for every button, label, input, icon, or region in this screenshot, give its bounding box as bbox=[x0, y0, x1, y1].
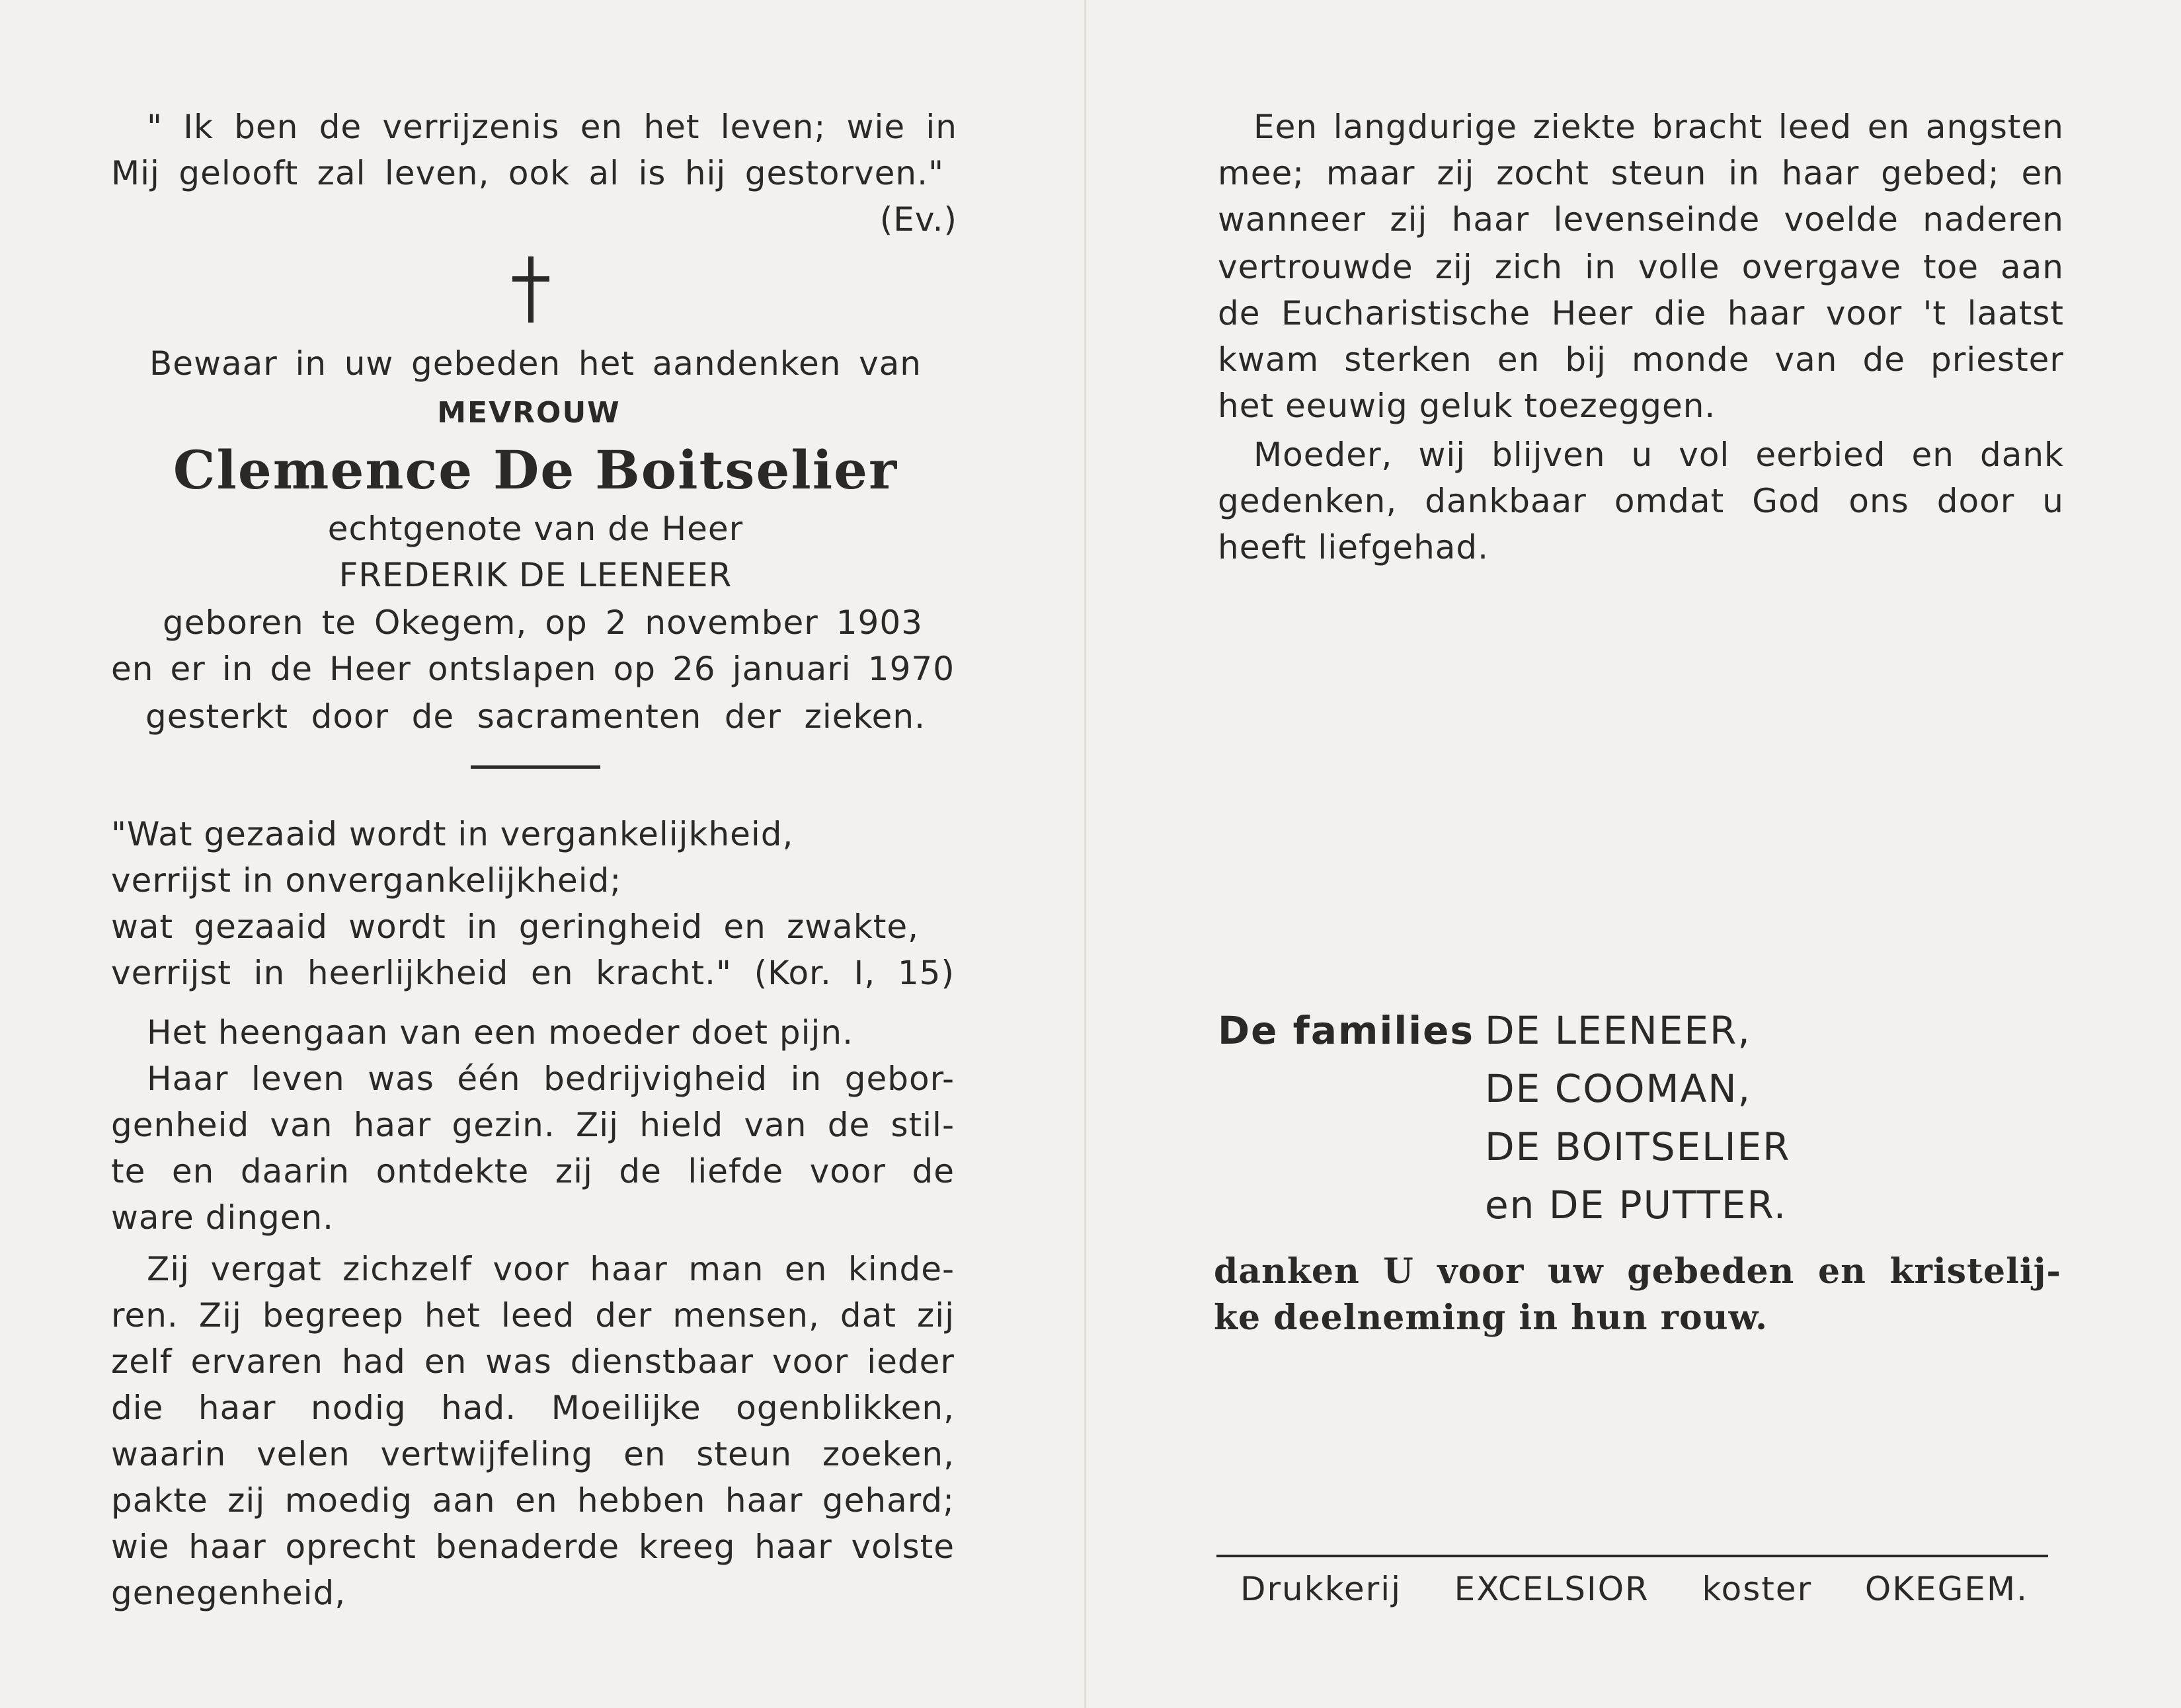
text-line: ren. Zij begreep het leed der mensen, dat zij bbox=[111, 1296, 955, 1335]
quote-line-1: " Ik ben de verrijzenis en het leven; wie in bbox=[147, 108, 957, 146]
text-line: Haar leven was één bedrijvigheid in gebor- bbox=[147, 1060, 955, 1098]
card-fold bbox=[1084, 0, 1086, 1708]
text-line: te en daarin ontdekte zij de liefde voor de bbox=[111, 1152, 955, 1190]
spouse-name: FREDERIK DE LEENEER bbox=[338, 556, 733, 594]
deceased-name: Clemence De Boitselier bbox=[173, 439, 898, 501]
text-line: Zij vergat zichzelf voor haar man en kinde- bbox=[147, 1250, 955, 1288]
separator bbox=[471, 765, 600, 769]
quote-line-2: Mij gelooft zal leven, ook al is hij gestorven." bbox=[111, 154, 944, 192]
family-name: DE COOMAN, bbox=[1485, 1066, 1752, 1111]
bible-quote-line: wat gezaaid wordt in geringheid en zwakte, bbox=[111, 908, 919, 946]
text-line: waarin velen vertwijfeling en steun zoeken, bbox=[111, 1435, 955, 1473]
families-label: De families bbox=[1218, 1008, 1474, 1053]
text-line: wanneer zij haar levenseinde voelde naderen bbox=[1218, 200, 2064, 239]
spouse-intro: echtgenote van de Heer bbox=[327, 510, 744, 548]
sacraments-line: gesterkt door de sacramenten der zieken. bbox=[145, 697, 926, 736]
printer-credit: Drukkerij EXCELSIOR koster OKEGEM. bbox=[1240, 1570, 2028, 1608]
text-line: pakte zij moedig aan en hebben haar gehard; bbox=[111, 1481, 955, 1520]
cross-icon bbox=[512, 256, 549, 323]
thanks-line: danken U voor uw gebeden en kristelij- bbox=[1214, 1251, 2061, 1292]
family-name: en DE PUTTER. bbox=[1485, 1183, 1788, 1227]
thanks-line: ke deelneming in hun rouw. bbox=[1214, 1298, 1768, 1338]
text-line: Het heengaan van een moeder doet pijn. bbox=[147, 1013, 853, 1052]
text-line: het eeuwig geluk toezeggen. bbox=[1218, 387, 1716, 425]
death-line: en er in de Heer ontslapen op 26 januari 1970 bbox=[111, 650, 955, 688]
bible-quote-line: verrijst in onvergankelijkheid; bbox=[111, 861, 622, 900]
family-name: DE BOITSELIER bbox=[1485, 1124, 1791, 1169]
text-line: zelf ervaren had en was dienstbaar voor ieder bbox=[111, 1342, 955, 1381]
text-line: de Eucharistische Heer die haar voor 't laatst bbox=[1218, 294, 2064, 332]
text-line: Moeder, wij blijven u vol eerbied en dank bbox=[1253, 436, 2064, 474]
text-line: vertrouwde zij zich in volle overgave toe aan bbox=[1218, 248, 2064, 286]
bible-quote-line: verrijst in heerlijkheid en kracht." (Kor. I, 15) bbox=[111, 954, 955, 992]
intro-line: Bewaar in uw gebeden het aandenken van bbox=[149, 344, 922, 383]
text-line: heeft liefgehad. bbox=[1218, 528, 1489, 566]
quote-source: (Ev.) bbox=[879, 200, 957, 239]
family-name: DE LEENEER, bbox=[1485, 1008, 1751, 1053]
birth-line: geboren te Okegem, op 2 november 1903 bbox=[163, 603, 923, 642]
text-line: kwam sterken en bij monde van de priester bbox=[1218, 340, 2064, 379]
honorific: MEVROUW bbox=[437, 396, 621, 430]
footer-rule bbox=[1216, 1555, 2048, 1557]
text-line: wie haar oprecht benaderde kreeg haar volste bbox=[111, 1528, 955, 1566]
text-line: mee; maar zij zocht steun in haar gebed; en bbox=[1218, 154, 2064, 192]
text-line: genheid van haar gezin. Zij hield van de stil- bbox=[111, 1106, 955, 1144]
text-line: genegenheid, bbox=[111, 1574, 346, 1612]
text-line: gedenken, dankbaar omdat God ons door u bbox=[1218, 482, 2064, 520]
text-line: ware dingen. bbox=[111, 1198, 335, 1237]
text-line: die haar nodig had. Moeilijke ogenblikken, bbox=[111, 1389, 955, 1427]
bible-quote-line: "Wat gezaaid wordt in vergankelijkheid, bbox=[111, 815, 794, 853]
text-line: Een langdurige ziekte bracht leed en angsten bbox=[1253, 108, 2064, 146]
